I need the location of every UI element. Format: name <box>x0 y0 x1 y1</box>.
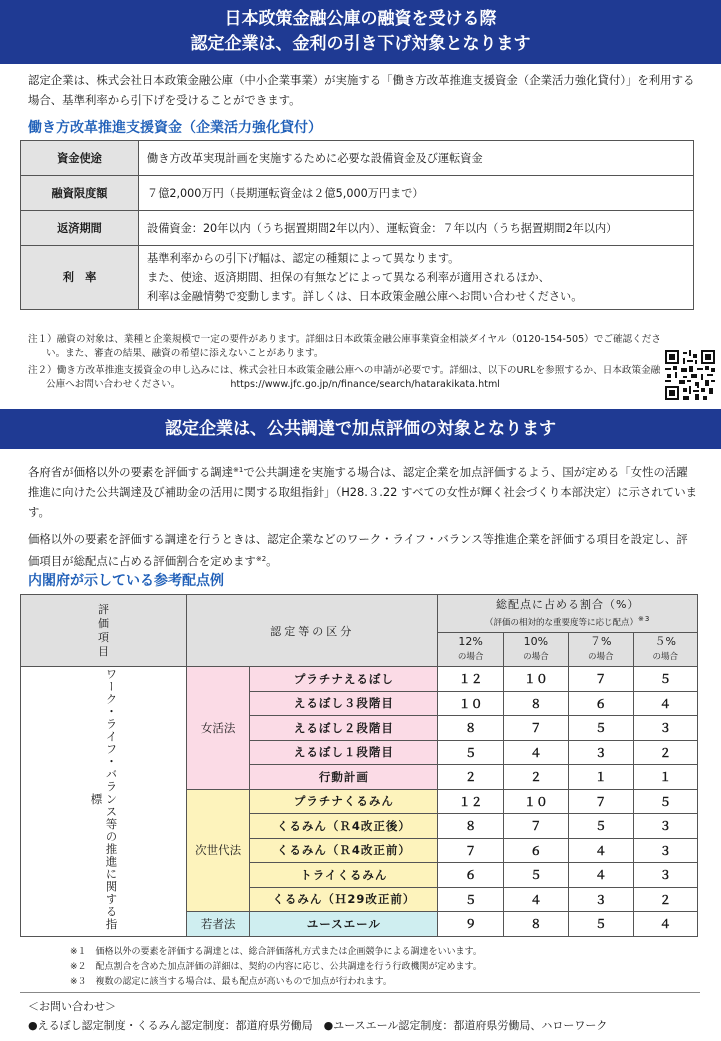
score-value: ７ <box>569 789 633 814</box>
loan-notes <box>28 333 668 392</box>
score-header-row <box>21 595 698 633</box>
certification-item: ユースエール <box>250 912 438 937</box>
score-value: ２ <box>503 765 568 790</box>
score-value: ８ <box>503 691 568 716</box>
score-value: １０ <box>438 691 503 716</box>
score-value: ３ <box>633 814 698 839</box>
score-value: ２ <box>633 887 698 912</box>
score-value: ３ <box>633 838 698 863</box>
score-value: ３ <box>569 887 633 912</box>
loan-row-label: 利 率 <box>21 246 139 310</box>
certification-item: プラチナくるみん <box>250 789 438 814</box>
score-value: ２ <box>633 740 698 765</box>
banner-line-1: 日本政策金融公庫の融資を受ける際 <box>224 9 497 29</box>
score-value: ６ <box>438 863 503 888</box>
score-value: ４ <box>633 691 698 716</box>
score-value: ３ <box>633 863 698 888</box>
note-2-text: 注２）働き方改革推進支援資金の申し込みには、株式会社日本政策金融公庫への申請が必要です。詳細は、以下のURLを参照するか、日本政策金融公庫へお問い合わせください。 <box>28 365 661 390</box>
loan-row-label: 返済期間 <box>21 211 139 246</box>
pct-sub: の場合 <box>652 652 678 662</box>
score-value: ９ <box>438 912 503 937</box>
header-eval-char: 価 <box>98 616 109 630</box>
group-label: 次世代法 <box>187 789 250 912</box>
certification-item: くるみん（Ｒ4改正前） <box>250 838 438 863</box>
contact-section <box>28 997 607 1035</box>
score-notes <box>70 945 482 990</box>
procurement-paragraph-2 <box>28 529 698 571</box>
header-eval-item-text <box>21 603 186 659</box>
header-ratio-title: 総配点に占める割合（%） <box>495 597 640 611</box>
p2-text-b: 。 <box>266 554 278 568</box>
pct-value: ５% <box>654 635 676 648</box>
score-value: １２ <box>438 789 503 814</box>
loan-row <box>21 246 694 310</box>
note-1: 注１）融資の対象は、業種と企業規模で一定の要件があります。詳細は日本政策金融公庫事業資金相談ダイヤル（0120-154-505）でご確認ください。また、審査の結果、融資の希望に添えないことがあります。 <box>28 334 661 359</box>
header-ratio-sub: （評価の相対的な重要度等に応じ配点） <box>485 617 639 628</box>
score-value: ２ <box>438 765 503 790</box>
group-label: 若者法 <box>187 912 250 937</box>
header-eval-char: 目 <box>98 644 109 658</box>
score-value: ３ <box>569 740 633 765</box>
p2-text-a: 価格以外の要素を評価する調達を行うときは、認定企業などのワーク・ライフ・バランス等推進企業を評価する項目を設定し、評価項目が総配点に占める評価割合を定めます <box>28 532 688 568</box>
qr-code-icon[interactable] <box>665 350 715 400</box>
footnote-mark-2: ※2 <box>255 555 267 563</box>
score-value: ５ <box>503 863 568 888</box>
score-heading: 内閣府が示している参考配点例 <box>28 573 224 589</box>
pct-sub: の場合 <box>457 652 484 662</box>
score-note: ※３ 複数の認定に該当する場合は、最も配点が高いもので加点が行われます。 <box>70 977 392 987</box>
contact-line: ●えるぼし認定制度・くるみん認定制度：都道府県労働局 ●ユースエール認定制度：都道府県労働局、ハローワーク <box>28 1019 608 1032</box>
score-row <box>21 667 698 692</box>
certification-item: えるぼし２段階目 <box>250 716 438 741</box>
score-value: ７ <box>569 667 633 692</box>
score-value: ４ <box>503 887 568 912</box>
loan-heading: 働き方改革推進支援資金（企業活力強化貸付） <box>28 120 322 136</box>
note-2 <box>28 364 668 392</box>
score-value: ４ <box>569 838 633 863</box>
pct-col <box>633 633 698 667</box>
score-value: ５ <box>438 740 503 765</box>
score-value: ７ <box>438 838 503 863</box>
header-eval-char: 項 <box>98 630 109 644</box>
score-value: ５ <box>569 912 633 937</box>
pct-value: 10% <box>523 635 549 648</box>
pct-col <box>569 633 633 667</box>
rate-line: 基準利率からの引下げ幅は、認定の種類によって異なります。 <box>147 252 460 265</box>
loan-row <box>21 141 694 176</box>
score-value: １ <box>633 765 698 790</box>
footnote-mark-1: ※1 <box>233 466 244 474</box>
certification-item: えるぼし３段階目 <box>250 691 438 716</box>
certification-item: プラチナえるぼし <box>250 667 438 692</box>
certification-item: くるみん（Ｒ4改正後） <box>250 814 438 839</box>
score-table <box>20 594 698 937</box>
pct-sub: の場合 <box>588 652 614 662</box>
pct-value: 12% <box>458 635 483 648</box>
loan-row-value: 設備資金：20年以内（うち据置期間2年以内）、運転資金：７年以内（うち据置期間2年以内） <box>139 211 694 246</box>
score-value: １０ <box>503 667 568 692</box>
contact-title: ＜お問い合わせ＞ <box>28 1000 116 1013</box>
score-value: ４ <box>503 740 568 765</box>
intro-paragraph: 認定企業は、株式会社日本政策金融公庫（中小企業事業）が実施する「働き方改革推進支援資金（企業活力強化貸付）」を利用する場合、基準利率から引下げを受けることができます。 <box>28 73 695 107</box>
group-label: 女活法 <box>187 667 250 790</box>
header-eval-item <box>21 595 187 667</box>
pct-sub: の場合 <box>523 652 549 662</box>
score-value: ７ <box>503 814 568 839</box>
pct-col <box>503 633 568 667</box>
procurement-paragraph-1 <box>28 460 698 522</box>
score-value: ４ <box>633 912 698 937</box>
loan-row-value: 働き方改革実現計画を実施するために必要な設備資金及び運転資金 <box>139 141 694 176</box>
score-value: ５ <box>438 887 503 912</box>
p1-text-a: 各府省が価格以外の要素を評価する調達 <box>28 465 234 479</box>
score-value: １０ <box>503 789 568 814</box>
side-indicator-label <box>21 667 187 937</box>
score-value: ４ <box>569 863 633 888</box>
loan-table <box>20 140 694 310</box>
score-value: １ <box>569 765 633 790</box>
procurement-body <box>28 460 698 571</box>
score-value: ８ <box>438 716 503 741</box>
score-value: ８ <box>438 814 503 839</box>
score-value: ３ <box>633 716 698 741</box>
score-value: ５ <box>569 716 633 741</box>
pct-col <box>438 633 503 667</box>
pct-value: ７% <box>590 635 612 648</box>
score-value: ５ <box>569 814 633 839</box>
score-value: ６ <box>503 838 568 863</box>
rate-line: また、使途、返済期間、担保の有無などによって異なる利率が適用されるほか、 <box>147 271 550 284</box>
header-ratio <box>438 595 698 633</box>
jfc-url-link[interactable]: https://www.jfc.go.jp/n/finance/search/hatarakikata.html <box>230 379 500 390</box>
score-note: ※１ 価格以外の要素を評価する調達とは、総合評価落札方式または企画競争による調達をいいます。 <box>70 947 482 957</box>
score-value: ７ <box>503 716 568 741</box>
p1-text-b: で公共調達を実施する場合は、認定企業を加点評価するよう、国が定める「女性の活躍推進に向けた公共調達及び補助金の活用に関する取組指針」（H28.３.22 すべての女性が輝く社会づくり本部決定）に示されています。 <box>28 465 697 519</box>
footer-divider <box>20 992 700 993</box>
top-banner <box>0 0 721 64</box>
banner-line-2: 認定企業は、金利の引き下げ対象となります <box>190 34 531 54</box>
score-value: ５ <box>633 667 698 692</box>
certification-item: えるぼし１段階目 <box>250 740 438 765</box>
rate-line: 利率は金融情勢で変動します。詳しくは、日本政策金融公庫へお問い合わせください。 <box>147 290 583 303</box>
score-value: １２ <box>438 667 503 692</box>
header-category: 認定等の区分 <box>187 595 438 667</box>
procurement-banner: 認定企業は、公共調達で加点評価の対象となります <box>0 409 721 449</box>
score-value: ５ <box>633 789 698 814</box>
footnote-mark-3: ※3 <box>638 614 651 623</box>
score-value: ８ <box>503 912 568 937</box>
loan-row <box>21 211 694 246</box>
loan-row-label: 資金使途 <box>21 141 139 176</box>
header-eval-char: 評 <box>98 602 109 616</box>
score-value: ６ <box>569 691 633 716</box>
loan-row-value: ７億2,000万円（長期運転資金は２億5,000万円まで） <box>139 176 694 211</box>
certification-item: くるみん（Ｈ29改正前） <box>250 887 438 912</box>
loan-row-label: 融資限度額 <box>21 176 139 211</box>
loan-row-value <box>139 246 694 310</box>
certification-item: トライくるみん <box>250 863 438 888</box>
score-body <box>21 667 698 937</box>
certification-item: 行動計画 <box>250 765 438 790</box>
loan-row <box>21 176 694 211</box>
score-note: ※２ 配点割合を含めた加点評価の詳細は、契約の内容に応じ、公共調達を行う行政機関が定めます。 <box>70 962 482 972</box>
side-indicator-text: ワーク・ライフ・バランス等の推進に関する指標 <box>89 668 119 931</box>
